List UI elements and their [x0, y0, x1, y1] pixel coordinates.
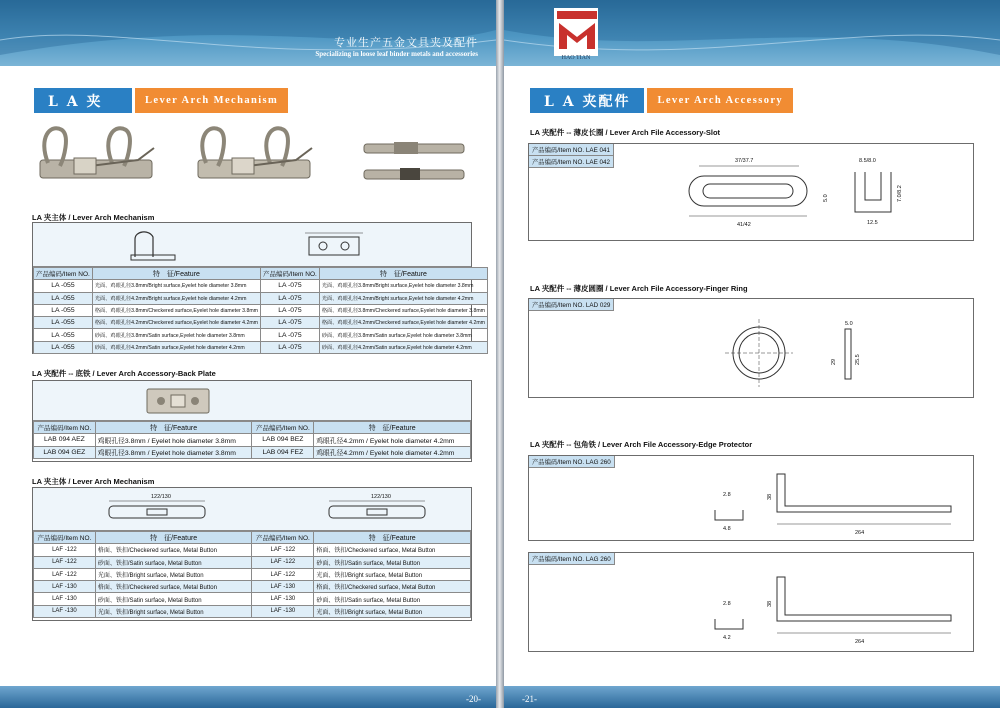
table-row: [34, 556, 471, 568]
tag-en: Lever Arch Accessory: [644, 88, 793, 113]
header-cn-title: 专业生产五金文具夹及配件: [334, 36, 478, 49]
table-row: [34, 434, 471, 446]
item-feature: 砂面、铁扣/Satin surface, Metal Button: [314, 593, 471, 605]
item-feature: 鸡眼孔径3.8mm / Eyelet hole diameter 3.8mm: [95, 446, 252, 458]
ring-box: [528, 298, 974, 398]
section2-box: [32, 380, 472, 462]
dim-label: 122/130: [151, 494, 171, 500]
table-row: [34, 605, 471, 617]
item-code: LAB 094 BEZ: [252, 434, 314, 446]
item-feature: 光面、铁扣/Bright surface, Metal Button: [95, 568, 252, 580]
dim-label: 37/37.7: [735, 158, 754, 164]
dim-label: 2.8: [723, 492, 731, 498]
section3-box: [32, 487, 472, 621]
dim-label: 38: [767, 600, 773, 607]
dim-label: 122/130: [371, 494, 391, 500]
tag-en: Lever Arch Mechanism: [132, 88, 288, 113]
dim-label: 38: [767, 493, 773, 500]
head-code: 产品编码/Item NO.: [252, 422, 314, 434]
left-page: [0, 0, 496, 708]
lever-arch-photo-3: [360, 140, 470, 190]
item-code: LA -075: [261, 280, 320, 292]
item-code: LAF -122: [252, 544, 314, 556]
item-code: LAF -122: [34, 556, 96, 568]
item-feature: 格面、鸡眼孔径4.2mm/Checkered surface,Eyelet hole diameter 4.2mm: [319, 317, 487, 329]
tag-cn: L A 夹配件: [530, 88, 644, 113]
item-feature: 砂面、鸡眼孔径3.8mm/Satin surface,Eyelet hole diameter 3.8mm: [319, 329, 487, 341]
table-row: [34, 581, 471, 593]
head-feature: 特 征/Feature: [95, 532, 252, 544]
section1-box: [32, 222, 485, 354]
section2-drawings: [33, 381, 471, 421]
dim-label: 4.8: [723, 526, 731, 532]
item-code: LAF -130: [252, 605, 314, 617]
item-feature: 光面、铁扣/Bright surface, Metal Button: [314, 568, 471, 580]
section3-title: LA 夹主体 / Lever Arch Mechanism: [32, 477, 155, 486]
logo-text: HAO TIAN: [561, 55, 591, 61]
table-row: [34, 280, 488, 292]
edge-protector-drawing-2: [699, 569, 959, 649]
item-code: LA -055: [34, 292, 93, 304]
slot-box: [528, 143, 974, 241]
head-code: 产品编码/Item NO.: [261, 268, 320, 280]
slot-title: LA 夹配件 -- 薄皮长圈 / Lever Arch File Accessory-Slot: [530, 128, 721, 137]
item-code: LAF -122: [34, 568, 96, 580]
book-spine: [496, 0, 504, 708]
item-feature: 格面、铁扣/Checkered surface, Metal Button: [314, 581, 471, 593]
dim-label: 5.0: [845, 321, 853, 327]
table-row: [34, 544, 471, 556]
page-number: -20-: [466, 694, 481, 704]
logo-icon: [557, 11, 597, 51]
item-feature: 格面、铁扣/Checkered surface, Metal Button: [95, 544, 252, 556]
item-feature: 光面、鸡眼孔径3.8mm/Bright surface,Eyelet hole diameter 3.8mm: [319, 280, 487, 292]
ring-side-drawing: [829, 313, 869, 393]
dim-label: 264: [855, 639, 865, 645]
item-feature: 鸡眼孔径4.2mm / Eyelet hole diameter 4.2mm: [314, 446, 471, 458]
item-feature: 光面、鸡眼孔径4.2mm/Bright surface,Eyelet hole diameter 4.2mm: [319, 292, 487, 304]
item-label: 产品编码/Item NO. LAG 260: [529, 553, 615, 565]
item-code: LA -055: [34, 341, 93, 353]
head-code: 产品编码/Item NO.: [34, 532, 96, 544]
page-number: -21-: [522, 694, 537, 704]
slot-drawing: [679, 152, 819, 234]
item-code: LAB 094 FEZ: [252, 446, 314, 458]
head-feature: 特 征/Feature: [92, 268, 260, 280]
lever-arch-photo-2: [188, 118, 328, 193]
item-feature: 光面、铁扣/Bright surface, Metal Button: [314, 605, 471, 617]
head-feature: 特 征/Feature: [95, 422, 252, 434]
item-code: LA -055: [34, 317, 93, 329]
section2-table: [33, 421, 471, 459]
item-code: LAF -130: [34, 593, 96, 605]
dim-label: 25.5: [855, 354, 861, 365]
slot-side-drawing: [819, 152, 909, 234]
edge-protector-drawing-1: [699, 466, 959, 538]
dim-label: 7.0/8.2: [897, 185, 903, 202]
dim-label: 8.5/8.0: [859, 158, 876, 164]
lever-arch-photo-1: [30, 118, 170, 193]
item-feature: 光面、鸡眼孔径4.2mm/Bright surface,Eyelet hole diameter 4.2mm: [92, 292, 260, 304]
header-band: [0, 0, 496, 66]
mechanism-top-drawing-2: [323, 492, 433, 528]
section1-title: LA 夹主体 / Lever Arch Mechanism: [32, 213, 155, 222]
footer-band: [0, 686, 496, 708]
item-code: LA -055: [34, 329, 93, 341]
item-feature: 鸡眼孔径4.2mm / Eyelet hole diameter 4.2mm: [314, 434, 471, 446]
section1-table: [33, 267, 488, 354]
section-tag-la: [34, 88, 288, 113]
item-code: LAF -130: [34, 605, 96, 617]
item-code: LAF -130: [252, 593, 314, 605]
item-label: 产品编码/Item NO. LAE 042: [529, 156, 614, 168]
back-plate-photo: [143, 385, 213, 417]
item-code: LA -075: [261, 329, 320, 341]
table-row: [34, 446, 471, 458]
right-page: [504, 0, 1000, 708]
item-feature: 格面、铁扣/Checkered surface, Metal Button: [314, 544, 471, 556]
item-code: LA -055: [34, 280, 93, 292]
item-feature: 砂面、鸡眼孔径4.2mm/Satin surface,Eyelet hole diameter 4.2mm: [92, 341, 260, 353]
dim-label: 41/42: [737, 222, 751, 228]
item-code: LAF -122: [252, 556, 314, 568]
section2-title: LA 夹配件 -- 底铁 / Lever Arch Accessory-Back Plate: [32, 369, 216, 378]
section1-drawings: [33, 223, 471, 267]
item-feature: 格面、铁扣/Checkered surface, Metal Button: [95, 581, 252, 593]
item-feature: 砂面、鸡眼孔径3.8mm/Satin surface,Eyelet hole diameter 3.8mm: [92, 329, 260, 341]
head-code: 产品编码/Item NO.: [252, 532, 314, 544]
item-feature: 格面、鸡眼孔径3.8mm/Checkered surface,Eyelet hole diameter 3.8mm: [92, 304, 260, 316]
dim-label: 4.2: [723, 635, 731, 641]
item-code: LAF -122: [252, 568, 314, 580]
tag-cn: L A 夹: [34, 88, 132, 113]
head-code: 产品编码/Item NO.: [34, 422, 96, 434]
header-en-title: Specializing in loose leaf binder metals and accessories: [315, 50, 478, 58]
footer-band: [504, 686, 1000, 708]
edge-box-1: [528, 455, 974, 541]
table-row: [34, 341, 488, 353]
head-code: 产品编码/Item NO.: [34, 268, 93, 280]
dim-label: 2.8: [723, 601, 731, 607]
item-code: LA -075: [261, 292, 320, 304]
ring-title: LA 夹配件 -- 薄皮圆圈 / Lever Arch File Accessory-Finger Ring: [530, 284, 748, 293]
table-row: [34, 292, 488, 304]
dim-label: 29: [831, 358, 837, 365]
dim-label: 5.0: [823, 194, 829, 202]
item-feature: 格面、鸡眼孔径3.8mm/Checkered surface,Eyelet hole diameter 3.8mm: [319, 304, 487, 316]
item-code: LAB 094 AEZ: [34, 434, 96, 446]
item-code: LA -075: [261, 304, 320, 316]
item-code: LAF -122: [34, 544, 96, 556]
table-row: [34, 568, 471, 580]
section3-drawings: [33, 488, 471, 531]
table-row: [34, 329, 488, 341]
item-feature: 砂面、鸡眼孔径4.2mm/Satin surface,Eyelet hole diameter 4.2mm: [319, 341, 487, 353]
company-logo: [554, 8, 598, 56]
item-label: 产品编码/Item NO. LAD 029: [529, 299, 614, 311]
dim-label: 264: [855, 530, 865, 536]
item-code: LA -075: [261, 341, 320, 353]
mechanism-drawing-1: [129, 227, 179, 263]
item-feature: 光面、鸡眼孔径3.8mm/Bright surface,Eyelet hole diameter 3.8mm: [92, 280, 260, 292]
mechanism-drawing-2: [301, 227, 371, 263]
item-code: LAF -130: [252, 581, 314, 593]
ring-drawing: [719, 313, 799, 393]
head-feature: 特 征/Feature: [314, 422, 471, 434]
item-label: 产品编码/Item NO. LAG 260: [529, 456, 615, 468]
item-code: LA -075: [261, 317, 320, 329]
item-feature: 砂面、铁扣/Satin surface, Metal Button: [314, 556, 471, 568]
item-feature: 鸡眼孔径3.8mm / Eyelet hole diameter 3.8mm: [95, 434, 252, 446]
edge-title: LA 夹配件 -- 包角铁 / Lever Arch File Accessory-Edge Protector: [530, 440, 753, 449]
mechanism-top-drawing-1: [103, 492, 213, 528]
item-feature: 格面、鸡眼孔径4.2mm/Checkered surface,Eyelet hole diameter 4.2mm: [92, 317, 260, 329]
item-code: LA -055: [34, 304, 93, 316]
item-feature: 砂面、铁扣/Satin surface, Metal Button: [95, 593, 252, 605]
table-row: [34, 317, 488, 329]
section3-table: [33, 531, 471, 618]
item-feature: 砂面、铁扣/Satin surface, Metal Button: [95, 556, 252, 568]
item-code: LAF -130: [34, 581, 96, 593]
section-tag-accessory: [530, 88, 793, 113]
head-feature: 特 征/Feature: [319, 268, 487, 280]
dim-label: 12.5: [867, 220, 878, 226]
item-feature: 光面、铁扣/Bright surface, Metal Button: [95, 605, 252, 617]
table-row: [34, 304, 488, 316]
head-feature: 特 征/Feature: [314, 532, 471, 544]
item-label: 产品编码/Item NO. LAE 041: [529, 144, 614, 156]
edge-box-2: [528, 552, 974, 652]
item-code: LAB 094 GEZ: [34, 446, 96, 458]
table-row: [34, 593, 471, 605]
